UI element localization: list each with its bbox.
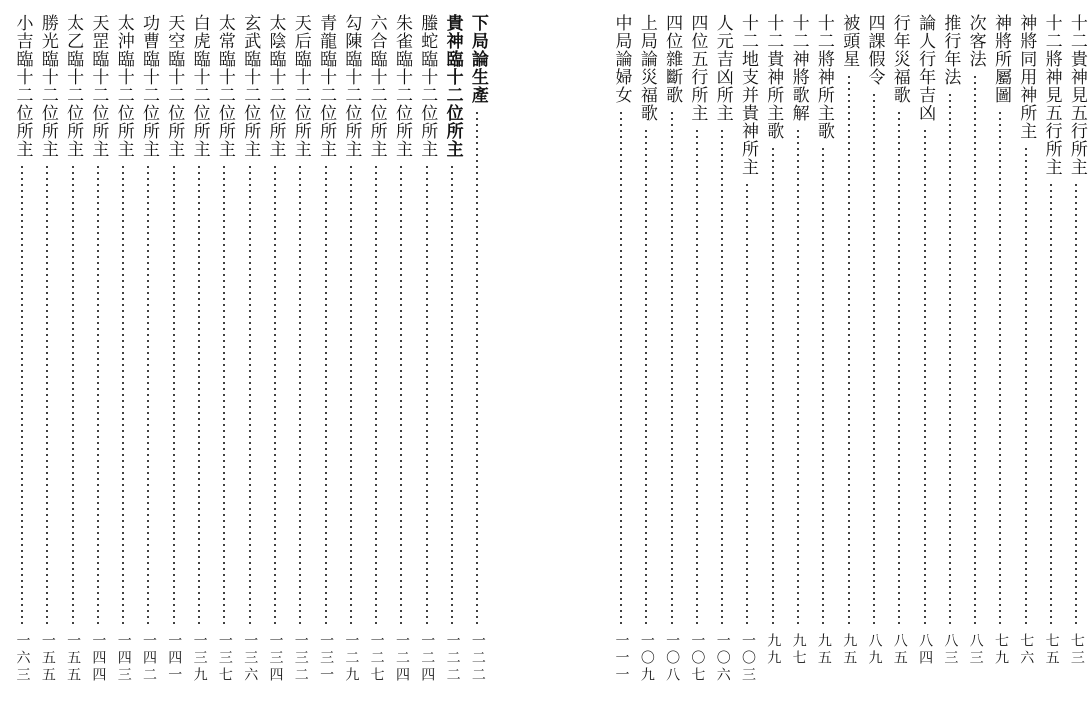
toc-entry-page-number: 八三 [942, 633, 959, 667]
toc-entry-title: 功曹臨十二位所主 [139, 14, 159, 158]
toc-entry-page-number: 一〇六 [714, 633, 731, 684]
right-toc-entry[interactable] [963, 0, 988, 717]
toc-entry-page-number: 一五五 [65, 633, 82, 684]
leader-dots [97, 164, 99, 625]
leader-dots [198, 164, 200, 625]
toc-entry-page-number: 九九 [765, 633, 782, 667]
left-toc-entry[interactable] [465, 0, 490, 717]
toc-entry-title: 小吉臨十二位所主 [12, 14, 33, 158]
toc-entry-page-number: 一三七 [216, 633, 233, 684]
leader-dots [1075, 182, 1077, 625]
toc-entry-title: 推行年法 [940, 14, 961, 86]
toc-entry-page-number: 一一一 [613, 633, 630, 684]
toc-entry-page-number: 七三 [1068, 633, 1085, 667]
toc-entry-title: 朱雀臨十二位所主 [391, 14, 412, 158]
right-toc-entry[interactable] [836, 0, 861, 717]
leader-dots [21, 164, 23, 625]
leader-dots [147, 164, 149, 625]
toc-entry-title: 貴神臨十二位所主 [442, 14, 463, 158]
leader-dots [46, 164, 48, 625]
left-toc-entry[interactable] [136, 0, 161, 717]
toc-entry-page-number: 一三六 [242, 633, 259, 684]
toc-entry-title: 白虎臨十二位所主 [189, 14, 210, 158]
toc-entry-page-number: 一四二 [141, 633, 157, 684]
toc-entry-page-number: 一四一 [166, 633, 183, 684]
toc-entry-title: 天罡臨十二位所主 [88, 14, 109, 158]
leader-dots [721, 128, 723, 625]
left-toc-entry[interactable] [364, 0, 389, 717]
right-toc-entry[interactable] [710, 0, 735, 717]
toc-entry-title: 太常臨十二位所主 [214, 14, 235, 158]
leader-dots [274, 164, 276, 625]
toc-entry-page-number: 一二七 [368, 633, 385, 684]
toc-entry-title: 十二貴神所主歌 [763, 14, 784, 140]
right-toc-entry[interactable] [988, 0, 1013, 717]
left-toc-entry[interactable] [35, 0, 60, 717]
toc-entry-page-number: 九五 [841, 633, 858, 667]
right-toc-entry[interactable] [760, 0, 785, 717]
toc-entry-title: 四位雜斷歌 [662, 14, 683, 104]
toc-entry-page-number: 一五五 [39, 633, 56, 684]
toc-entry-title: 中局論婦女 [611, 14, 632, 104]
toc-entry-page-number: 一二四 [419, 633, 436, 684]
leader-dots [400, 164, 402, 625]
toc-entry-title: 下局論生產 [467, 14, 488, 104]
leader-dots [1050, 182, 1052, 625]
toc-entry-page-number: 一二二 [444, 633, 461, 684]
toc-entry-title: 勾陳臨十二位所主 [341, 14, 362, 158]
right-toc-entry[interactable] [735, 0, 760, 717]
toc-entry-title: 勝光臨十二位所主 [37, 14, 58, 158]
leader-dots [223, 164, 225, 625]
toc-entry-title: 被頭星 [839, 14, 860, 68]
toc-entry-page-number: 一四三 [115, 633, 132, 684]
leader-dots [974, 74, 976, 625]
toc-entry-title: 行年災福歌 [889, 14, 910, 104]
toc-entry-title: 十二地支并貴神所主 [738, 14, 758, 176]
toc-entry-page-number: 一六三 [14, 633, 31, 684]
right-toc-entry[interactable] [912, 0, 937, 717]
left-toc-entry[interactable] [60, 0, 85, 717]
toc-entry-title: 六合臨十二位所主 [366, 14, 387, 158]
leader-dots [249, 164, 251, 625]
leader-dots [72, 164, 74, 625]
leader-dots [426, 164, 428, 625]
right-toc-entry[interactable] [811, 0, 836, 717]
left-toc-entry[interactable] [414, 0, 439, 717]
left-page [0, 0, 490, 717]
left-toc-entry[interactable] [212, 0, 237, 717]
toc-entry-title: 太乙臨十二位所主 [63, 14, 84, 158]
left-toc-entry[interactable] [237, 0, 262, 717]
toc-entry-title: 神將所屬圖 [990, 14, 1011, 104]
leader-dots [375, 164, 377, 625]
toc-entry-title: 十二貴神見五行所主 [1066, 14, 1087, 176]
toc-entry-page-number: 八四 [917, 633, 934, 667]
leader-dots [173, 164, 175, 625]
leader-dots [696, 128, 698, 625]
leader-dots [645, 128, 647, 625]
right-page [590, 0, 1089, 717]
toc-entry-title: 天后臨十二位所主 [290, 14, 311, 158]
toc-entry-title: 青龍臨十二位所主 [316, 14, 337, 158]
toc-entry-page-number: 一二九 [343, 633, 360, 684]
right-toc-entry[interactable] [1064, 0, 1089, 717]
right-toc-entry[interactable] [684, 0, 709, 717]
toc-entry-title: 四位五行所主 [687, 14, 708, 122]
toc-entry-page-number: 八三 [967, 633, 984, 667]
toc-entry-page-number: 九五 [815, 633, 832, 667]
right-toc-entry[interactable] [861, 0, 886, 717]
toc-entry-page-number: 七六 [1018, 633, 1035, 667]
toc-entry-title: 螣蛇臨十二位所主 [417, 14, 438, 158]
toc-entry-page-number: 八九 [866, 633, 883, 667]
toc-entry-page-number: 一〇八 [664, 633, 681, 684]
leader-dots [924, 128, 926, 625]
toc-entry-title: 太沖臨十二位所主 [113, 14, 134, 158]
leader-dots [1025, 146, 1027, 625]
toc-entry-title: 十二神將歌解 [788, 14, 809, 122]
leader-dots [999, 110, 1001, 625]
leader-dots [949, 92, 951, 625]
toc-entry-title: 天空臨十二位所主 [164, 14, 185, 158]
toc-entry-title: 十二將神見五行所主 [1041, 14, 1062, 176]
right-toc-entry[interactable] [1013, 0, 1038, 717]
toc-entry-title: 四課假令 [864, 14, 885, 86]
toc-entry-page-number: 一二四 [393, 633, 410, 684]
toc-entry-page-number: 一三一 [318, 633, 335, 684]
left-toc-entry[interactable] [262, 0, 287, 717]
right-toc-entry[interactable] [937, 0, 962, 717]
left-toc-entry[interactable] [338, 0, 363, 717]
toc-entry-page-number: 一〇九 [638, 633, 655, 684]
leader-dots [451, 164, 453, 625]
toc-entry-page-number: 七五 [1043, 633, 1060, 667]
toc-entry-title: 玄武臨十二位所主 [240, 14, 261, 158]
left-toc-entry[interactable] [161, 0, 186, 717]
toc-entry-title: 神將同用神所主 [1016, 14, 1037, 140]
leader-dots [797, 128, 799, 625]
toc-entry-page-number: 一三九 [191, 633, 208, 684]
toc-entry-title: 論人行年吉凶 [915, 14, 936, 122]
left-toc-entry[interactable] [313, 0, 338, 717]
toc-entry-title: 太陰臨十二位所主 [265, 14, 286, 158]
leader-dots [122, 164, 124, 625]
toc-entry-page-number: 一三四 [267, 633, 284, 684]
toc-entry-title: 十二將神所主歌 [813, 14, 834, 140]
leader-dots [325, 164, 327, 625]
leader-dots [746, 182, 748, 625]
leader-dots [620, 110, 622, 625]
right-toc-entry[interactable] [634, 0, 659, 717]
right-toc-entry[interactable] [785, 0, 810, 717]
toc-entry-page-number: 七九 [992, 633, 1009, 667]
leader-dots [299, 164, 301, 625]
left-toc-entry[interactable] [85, 0, 110, 717]
toc-entry-title: 人元吉凶所主 [712, 14, 733, 122]
toc-entry-title: 次客法 [965, 14, 986, 68]
toc-entry-page-number: 一三二 [292, 633, 309, 684]
leader-dots [898, 110, 900, 625]
left-toc-entry[interactable] [9, 0, 34, 717]
toc-entry-page-number: 一〇三 [740, 633, 756, 684]
leader-dots [671, 110, 673, 625]
leader-dots [772, 146, 774, 625]
leader-dots [476, 110, 478, 625]
toc-entry-title: 上局論災福歌 [636, 14, 657, 122]
right-toc-entry[interactable] [887, 0, 912, 717]
toc-entry-page-number: 九七 [790, 633, 807, 667]
toc-entry-page-number: 一〇七 [689, 633, 706, 684]
left-toc-entry[interactable] [389, 0, 414, 717]
leader-dots [848, 74, 850, 625]
left-toc-entry[interactable] [186, 0, 211, 717]
leader-dots [873, 92, 875, 625]
right-toc-entry[interactable] [608, 0, 633, 717]
left-toc-entry[interactable] [439, 0, 464, 717]
leader-dots [822, 146, 824, 625]
right-toc-entry[interactable] [1038, 0, 1063, 717]
toc-entry-page-number: 八五 [891, 633, 908, 667]
toc-entry-page-number: 一四四 [90, 633, 107, 684]
left-toc-entry[interactable] [111, 0, 136, 717]
leader-dots [350, 164, 352, 625]
left-toc-entry[interactable] [288, 0, 313, 717]
right-toc-entry[interactable] [659, 0, 684, 717]
toc-entry-page-number: 一二二 [469, 633, 486, 684]
